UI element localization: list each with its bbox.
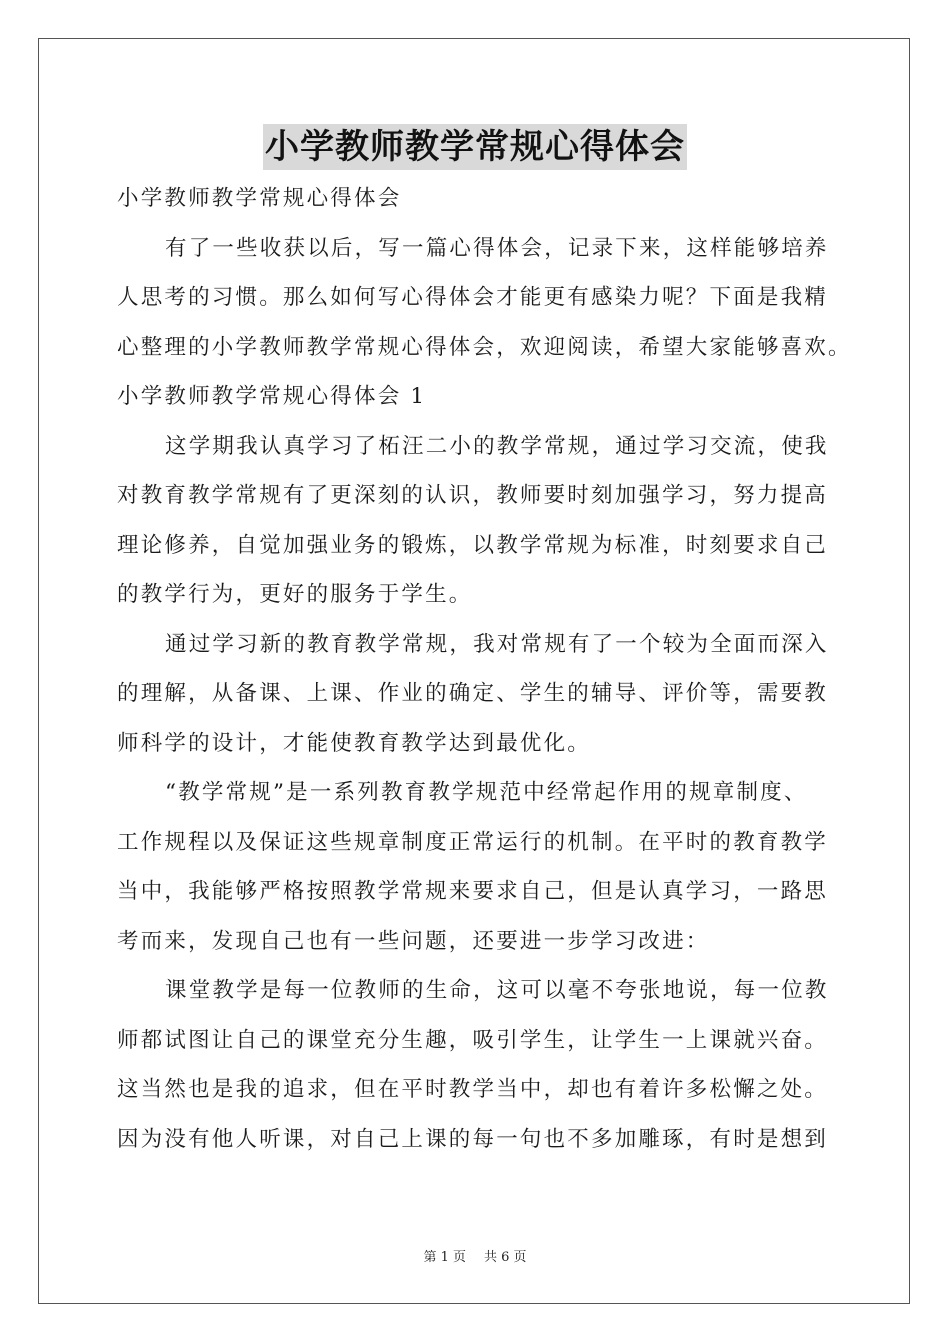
text-line: 的教学行为，更好的服务于学生。	[117, 582, 473, 607]
text-line: 课堂教学是每一位教师的生命，这可以毫不夸张地说，每一位教	[165, 978, 829, 1003]
title-container	[0, 124, 950, 170]
text-line: 通过学习新的教育教学常规，我对常规有了一个较为全面而深入	[165, 631, 829, 657]
document-title: 小学教师教学常规心得体会	[263, 124, 687, 170]
text-line: 人思考的习惯。那么如何写心得体会才能更有感染力呢？下面是我精	[117, 285, 829, 310]
text-line: 理论修养，自觉加强业务的锻炼，以教学常规为标准，时刻要求自己	[117, 532, 829, 558]
text-line: 工作规程以及保证这些规章制度正常运行的机制。在平时的教育教学	[117, 829, 829, 855]
text-line: 因为没有他人听课，对自己上课的每一句也不多加雕琢，有时是想到	[117, 1126, 829, 1152]
text-line: 师都试图让自己的课堂充分生趣，吸引学生，让学生一上课就兴奋。	[117, 1027, 829, 1053]
text-line: 有了一些收获以后，写一篇心得体会，记录下来，这样能够培养	[165, 235, 829, 261]
text-line: 小学教师教学常规心得体会	[117, 186, 402, 211]
text-line: 师科学的设计，才能使教育教学达到最优化。	[117, 730, 592, 756]
document-body	[117, 174, 852, 1164]
text-line: 小学教师教学常规心得体会 1	[117, 384, 427, 409]
page-footer	[0, 1246, 950, 1265]
total-pages: 共 6 页	[484, 1250, 527, 1265]
text-line: “教学常规”是一系列教育教学规范中经常起作用的规章制度、	[165, 780, 808, 805]
text-line: 这学期我认真学习了柘汪二小的教学常规，通过学习交流，使我	[165, 433, 829, 459]
page-number: 第 1 页	[423, 1250, 466, 1265]
text-line: 心整理的小学教师教学常规心得体会，欢迎阅读，希望大家能够喜欢。	[117, 334, 852, 360]
text-line: 的理解，从备课、上课、作业的确定、学生的辅导、评价等，需要教	[117, 681, 829, 706]
text-line: 这当然也是我的追求，但在平时教学当中，却也有着许多松懈之处。	[117, 1077, 829, 1102]
text-line: 当中，我能够严格按照教学常规来要求自己，但是认真学习，一路思	[117, 879, 829, 904]
text-line: 考而来，发现自己也有一些问题，还要进一步学习改进：	[117, 928, 710, 954]
text-line: 对教育教学常规有了更深刻的认识，教师要时刻加强学习，努力提高	[117, 483, 829, 508]
